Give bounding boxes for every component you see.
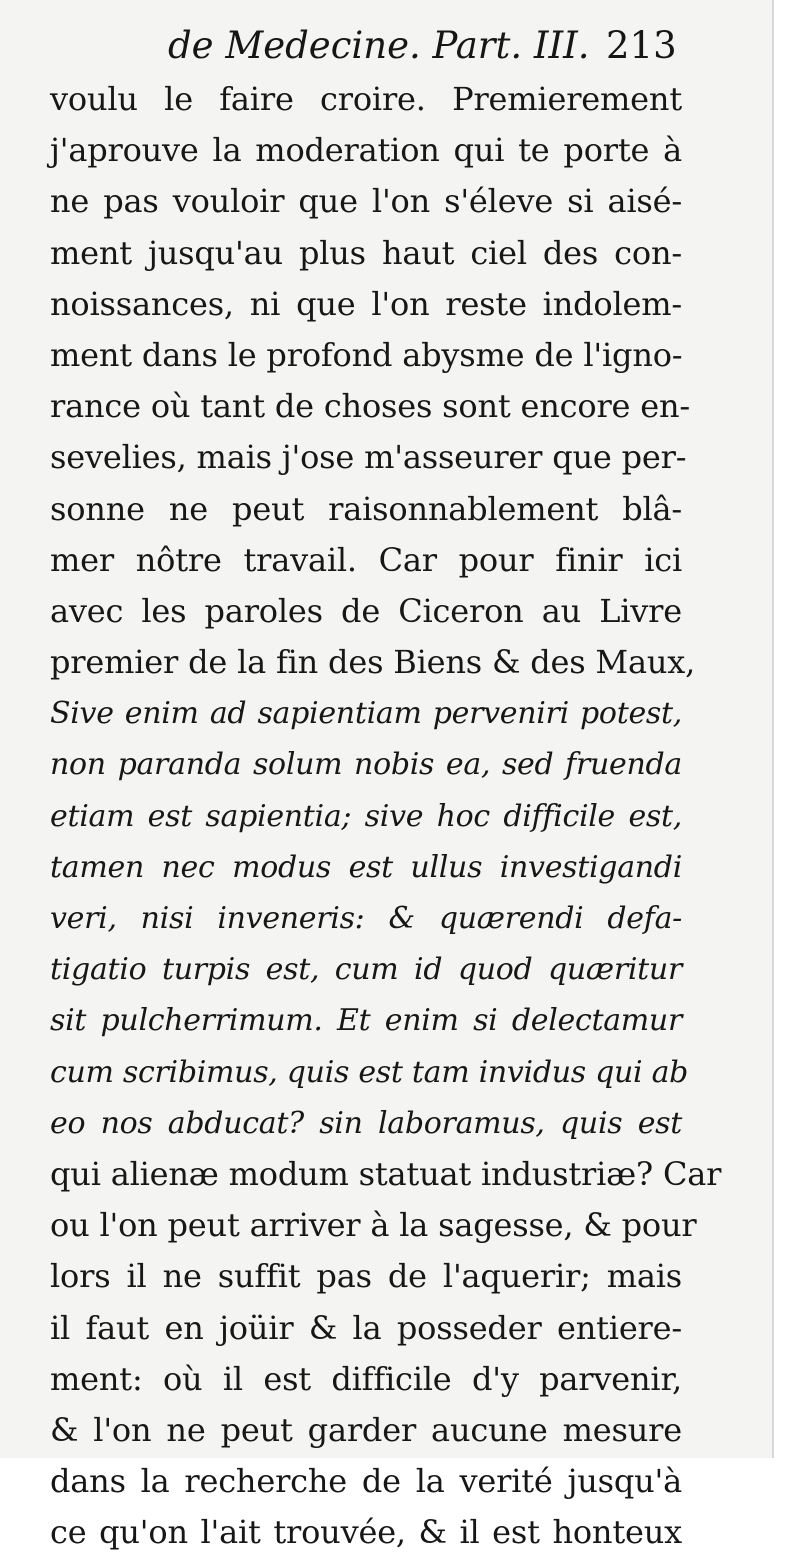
text-line: mer nôtre travail. Car pour finir ici <box>50 540 682 579</box>
latin-quote-line: tamen nec modus est ullus investigandi <box>50 849 682 885</box>
running-head <box>168 24 688 76</box>
text-line: ce qu'on l'ait trouvée, & il est honteux <box>50 1513 682 1552</box>
latin-quote-line: etiam est sapientia; sive hoc difficile est, <box>50 798 682 834</box>
latin-quote-line: non paranda solum nobis ea, sed fruenda <box>50 747 682 783</box>
running-title: de Medecine. Part. III. <box>168 24 590 67</box>
text-line: & l'on ne peut garder aucune mesure <box>50 1410 682 1449</box>
text-line: ou l'on peut arriver à la sagesse, & pour <box>50 1206 697 1245</box>
text-line: avec les paroles de Ciceron au Livre <box>50 591 682 630</box>
latin-quote-line: veri, nisi inveneris: & quærendi defa- <box>50 901 682 936</box>
latin-quote-line: tigatio turpis est, cum id quod quæritur <box>50 952 682 988</box>
text-line: lors il ne suffit pas de l'aquerir; mais <box>50 1257 682 1296</box>
text-line: qui alienæ modum statuat industriæ? Car <box>50 1154 722 1193</box>
text-line: j'aprouve la moderation qui te porte à <box>50 131 682 170</box>
text-line: dans la recherche de la verité jusqu'à <box>50 1462 682 1501</box>
latin-quote-line: cum scribimus, quis est tam invidus qui ab <box>50 1054 689 1090</box>
text-line: ne pas vouloir que l'on s'éleve si aisé- <box>50 182 682 221</box>
text-line: ment jusqu'au plus haut ciel des con- <box>50 233 682 272</box>
latin-quote-line: Sive enim ad sapientiam perveniri potest, <box>50 696 682 732</box>
latin-quote-line: sit pulcherrimum. Et enim si delectamur <box>50 1003 682 1039</box>
text-line: il faut en joüir & la posseder entiere- <box>50 1308 682 1347</box>
text-line: rance où tant de choses sont encore en- <box>50 387 691 426</box>
page-edge <box>772 0 800 1458</box>
body-text <box>50 74 722 1558</box>
text-line: ment: où il est difficile d'y parvenir, <box>50 1359 682 1398</box>
text-line: ment dans le profond abysme de l'igno- <box>50 335 683 374</box>
text-line: noissances, ni que l'on reste indolem- <box>50 284 682 323</box>
latin-quote-line: eo nos abducat? sin laboramus, quis est <box>50 1105 682 1141</box>
text-line: premier de la fin des Biens & des Maux, <box>50 643 696 682</box>
page-number: 213 <box>606 24 677 67</box>
text-line: sevelies, mais j'ose m'asseurer que per- <box>50 438 687 477</box>
text-line: sonne ne peut raisonnablement blâ- <box>50 489 682 528</box>
text-line: voulu le faire croire. Premierement <box>50 80 682 118</box>
